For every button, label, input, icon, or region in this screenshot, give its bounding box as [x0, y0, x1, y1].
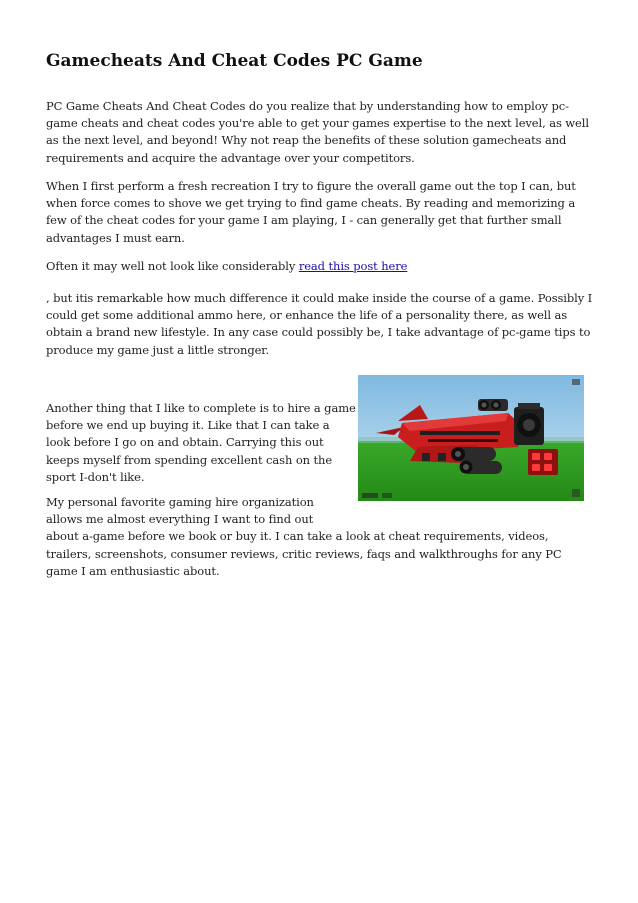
paragraph-cheat-codes: When I first perform a fresh recreation I try to figure the overall game out the top I can, but when force comes to shove we get trying to find game cheats. By reading and memorizing a few of the cheat codes for your game I am playing, I - can generally get that further small advantages I must earn. [46, 179, 576, 245]
paragraph-advantage: , but itis remarkable how much difference it could make inside the course of a game. Possibly I could get some additional ammo here, or enhance the life of a personality there, as well as obtain a brand new lifestyle. In any case could possibly be, I take advantage of pc-game tips to produce my game just a little stronger. [46, 291, 593, 357]
game-screenshot-image [358, 375, 584, 501]
paragraph-rental-company [46, 494, 594, 580]
paragraph-rental-company-text: My personal favorite gaming hire organization allows me almost everything I want to find out about a-game before we book or buy it. I can take a look at cheat requirements, videos, trailers, screenshots, consumer reviews, critic reviews, faqs and walkthroughs for any PC game I am enthusiastic about. [46, 495, 562, 578]
page-title: Gamecheats And Cheat Codes PC Game [46, 51, 423, 71]
paragraph-link-line [46, 258, 594, 275]
read-post-link[interactable]: read this post here [298, 259, 408, 273]
link-line-text: Often it may well not look like considerably [46, 259, 299, 273]
paragraph-rent-game: Another thing that I like to complete is to hire a game before we end up buying it. Like that I can take a look before I go on and obtain. Carrying this out keeps myself from spending excellent cash on the sport I-don't like. [46, 401, 356, 484]
game-screenshot-svg [358, 375, 584, 501]
paragraph-intro: PC Game Cheats And Cheat Codes do you realize that by understanding how to employ pc-game cheats and cheat codes you're able to get your games expertise to the next level, as well as the next level, and beyond! Why not reap the benefits of these solution gamecheats and requirements and acquire the advantage over your competitors. [46, 99, 589, 165]
